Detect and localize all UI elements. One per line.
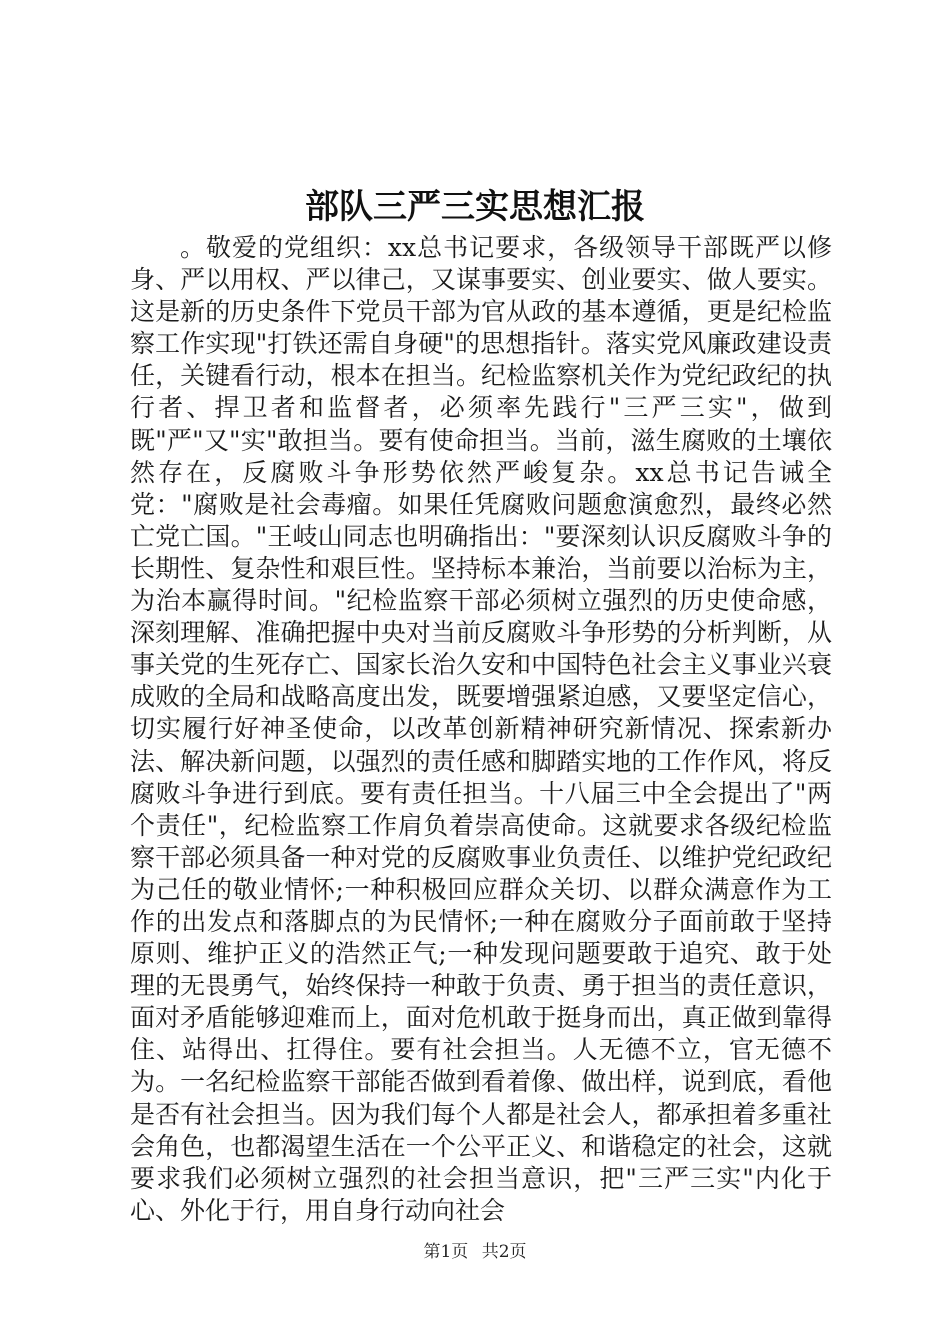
page-number: 第1页 xyxy=(423,1242,469,1262)
document-body: 。敬爱的党组织：xx总书记要求，各级领导干部既严以修身、严以用权、严以律己，又谋事要实、创业要实、做人要实。这是新的历史条件下党员干部为官从政的基本遵循，更是纪检监察工作实现"打铁还需自身硬"的思想指针。落实党风廉政建设责任，关键看行动，根本在担当。纪检监察机关作为党纪政纪的执行者、捍卫者和监督者，必须率先践行"三严三实"，做到既"严"又"实"敢担当。要有使命担当。当前，滋生腐败的土壤依然存在，反腐败斗争形势依然严峻复杂。xx总书记告诫全党："腐败是社会毒瘤。如果任凭腐败问题愈演愈烈，最终必然亡党亡国。"王岐山同志也明确指出："要深刻认识反腐败斗争的长期性、复杂性和艰巨性。坚持标本兼治，当前要以治标为主，为治本赢得时间。"纪检监察干部必须树立强烈的历史使命感，深刻理解、准确把握中央对当前反腐败斗争形势的分析判断，从事关党的生死存亡、国家长治久安和中国特色社会主义事业兴衰成败的全局和战略高度出发，既要增强紧迫感，又要坚定信心，切实履行好神圣使命，以改革创新精神研究新情况、探索新办法、解决新问题，以强烈的责任感和脚踏实地的工作作风，将反腐败斗争进行到底。要有责任担当。十八届三中全会提出了"两个责任"，纪检监察工作肩负着崇高使命。这就要求各级纪检监察干部必须具备一种对党的反腐败事业负责任、以维护党纪政纪为己任的敬业情怀;一种积极回应群众关切、以群众满意作为工作的出发点和落脚点的为民情怀;一种在腐败分子面前敢于坚持原则、维护正义的浩然正气;一种发现问题要敢于追究、敢于处理的无畏勇气，始终保持一种敢于负责、勇于担当的责任意识，面对矛盾能够迎难而上，面对危机敢于挺身而出，真正做到靠得住、站得出、扛得住。要有社会担当。人无德不立，官无德不为。一名纪检监察干部能否做到看着像、做出样，说到底，看他是否有社会担当。因为我们每个人都是社会人，都承担着多重社会角色，也都渴望生活在一个公平正义、和谐稳定的社会，这就要求我们必须树立强烈的社会担当意识，把"三严三实"内化于心、外化于行，用自身行动向社会 xyxy=(130,233,832,1225)
document-title: 部队三严三实思想汇报 xyxy=(305,187,645,227)
page-total: 共2页 xyxy=(481,1242,527,1262)
page-footer xyxy=(0,1240,950,1264)
